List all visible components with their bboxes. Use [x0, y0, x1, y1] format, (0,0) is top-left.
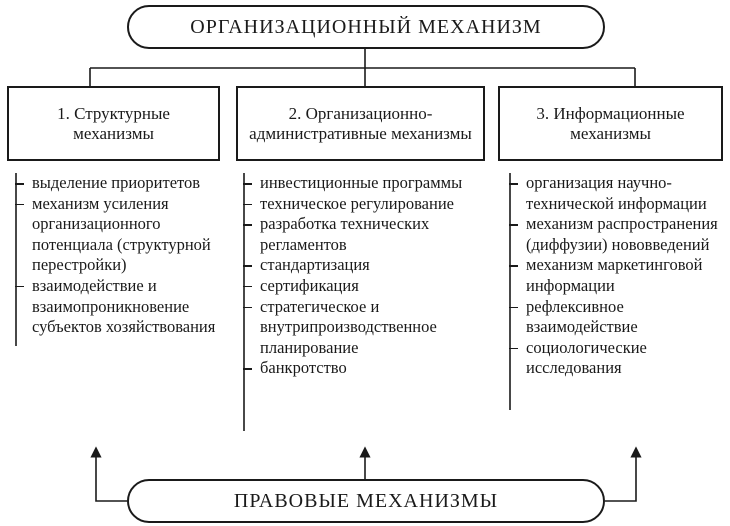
list-item: механизм распространения (диффузии) нововведений [510, 214, 725, 255]
list-item: взаимодействие и взаимопроникновение субъектов хозяйствования [16, 276, 216, 338]
administrative-mechanisms-list [244, 173, 474, 379]
list-item: техническое регулирование [244, 194, 474, 215]
list-item: сертификация [244, 276, 474, 297]
list-item: разработка технических регламентов [244, 214, 474, 255]
list-item: стратегическое и внутрипроизводственное планирование [244, 297, 474, 359]
list-item: механизм усиления организационного потенциала (структурной перестройки) [16, 194, 216, 276]
legal-mechanisms-label: ПРАВОВЫЕ МЕХАНИЗМЫ [233, 489, 499, 512]
list-item: стандартизация [244, 255, 474, 276]
legal-mechanisms-box [127, 479, 605, 523]
arrow-to-column-1 [96, 452, 127, 501]
information-mechanisms-box [498, 86, 723, 161]
organizational-mechanism-title [127, 5, 605, 49]
information-mechanisms-title: 3. Информационные механизмы [536, 103, 685, 143]
organizational-mechanism-label: ОРГАНИЗАЦИОННЫЙ МЕХАНИЗМ [190, 15, 542, 38]
structural-mechanisms-title: 1. Структурные механизмы [57, 103, 170, 143]
list-item: выделение приоритетов [16, 173, 216, 194]
structural-mechanisms-list [16, 173, 216, 338]
arrow-to-column-3 [605, 452, 636, 501]
information-mechanisms-list [510, 173, 725, 379]
administrative-mechanisms-title: 2. Организационно-административные механизмы [249, 103, 472, 143]
administrative-mechanisms-box [236, 86, 485, 161]
list-item: социологические исследования [510, 338, 725, 379]
list-item: механизм маркетинговой информации [510, 255, 725, 296]
list-item: инвестиционные программы [244, 173, 474, 194]
list-item: банкротство [244, 358, 474, 379]
list-item: организация научно-технической информации [510, 173, 725, 214]
list-item: рефлексивное взаимодействие [510, 297, 725, 338]
structural-mechanisms-box [7, 86, 220, 161]
